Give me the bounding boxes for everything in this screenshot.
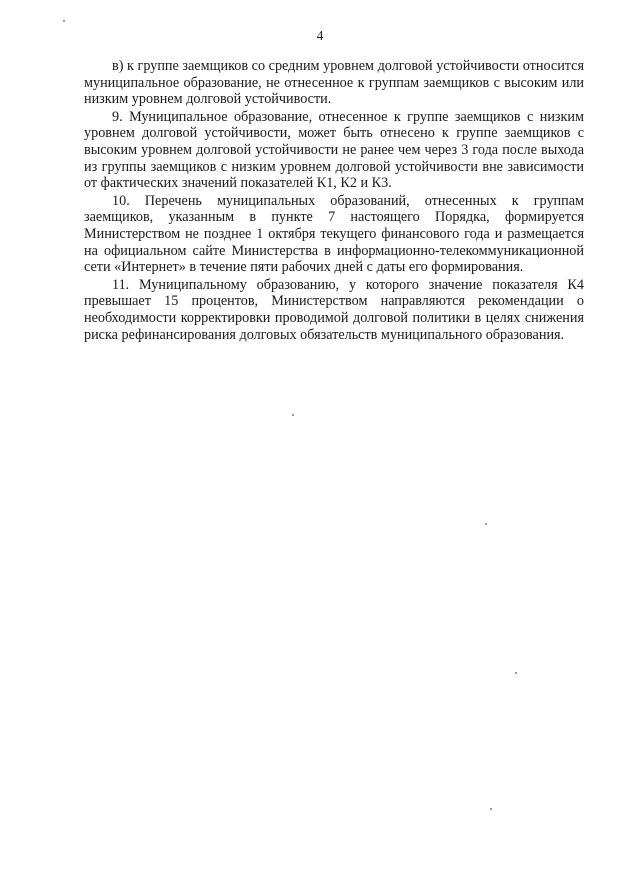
paragraph-11: 11. Муниципальному образованию, у которого значение показателя К4 превышает 15 процентов, Министерством направляются рекомендации о необходимости корректировки проводимой долговой политики в целях снижения риска рефинансирования долговых обязательств муниципального образования.	[84, 276, 584, 343]
page-number: 4	[316, 28, 324, 43]
paragraph-9: 9. Муниципальное образование, отнесенное к группе заемщиков с низким уровнем долговой устойчивости, может быть отнесено к группе заемщиков с высоким уровнем долговой устойчивости не ранее чем через 3 года после выхода из группы заемщиков с низким уровнем долговой устойчивости вне зависимости от фактических значений показателей К1, К2 и К3.	[84, 108, 584, 192]
paragraph-item-v: в) к группе заемщиков со средним уровнем долговой устойчивости относится муниципальное образование, не отнесенное к группам заемщиков с высоким или низким уровнем долговой устойчивости.	[84, 58, 584, 108]
document-body	[84, 58, 584, 343]
scan-speck	[63, 20, 65, 22]
paragraph-10: 10. Перечень муниципальных образований, отнесенных к группам заемщиков, указанным в пункте 7 настоящего Порядка, формируется Министерством не позднее 1 октября текущего финансового года и размещается на официальном сайте Министерства в информационно-телекоммуникационной сети «Интернет» в течение пяти рабочих дней с даты его формирования.	[84, 192, 584, 276]
scan-speck	[292, 414, 294, 416]
scan-speck	[490, 808, 492, 810]
scan-speck	[515, 672, 517, 674]
scan-speck	[485, 523, 487, 525]
